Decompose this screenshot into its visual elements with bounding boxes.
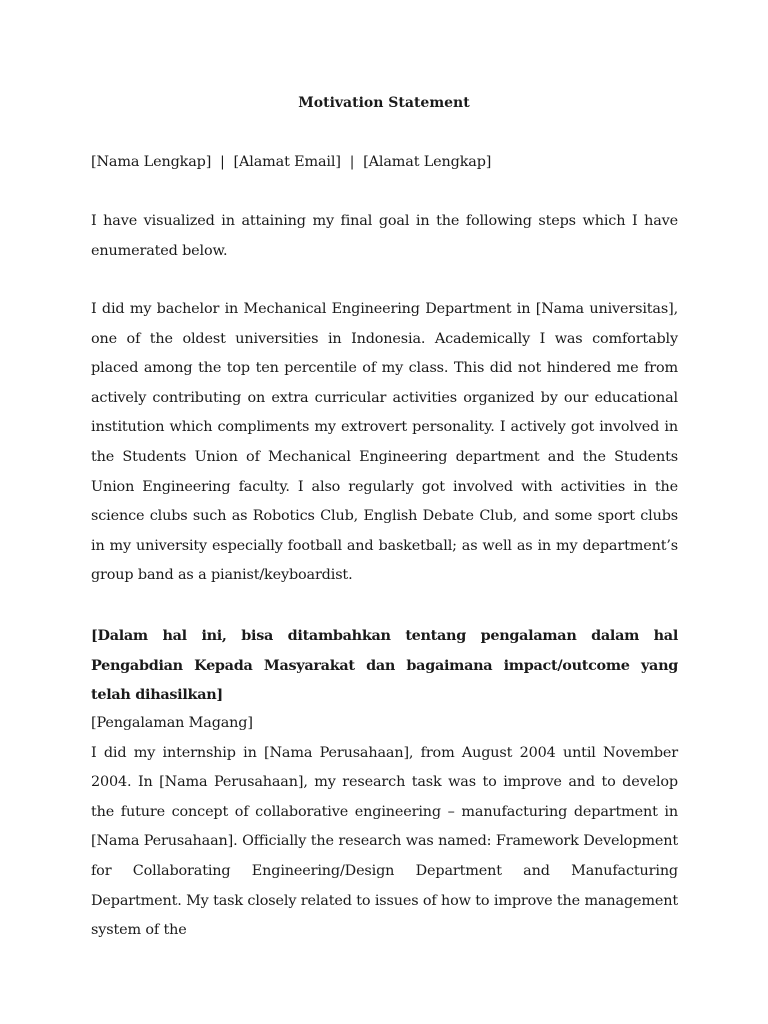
document-title: Motivation Statement <box>298 95 470 111</box>
internship-heading: [Pengalaman Magang] <box>91 715 253 731</box>
contact-line: [Nama Lengkap] | [Alamat Email] | [Alamat Lengkap] <box>91 154 492 170</box>
paragraph-internship: I did my internship in [Nama Perusahaan], from August 2004 until November 2004. In [Nama Perusahaan], my research task was to improve and to develop the future concept of collaborative engineering – manufacturing department in [Nama Perusahaan]. Officially the research was named: Framework Development for Collaborating Engineering/Design Department and Manufacturing Department. My task closely related to issues of how to improve the management system of the <box>91 744 678 939</box>
internship-section <box>91 709 678 946</box>
note-community-service: [Dalam hal ini, bisa ditambahkan tentang pengalaman dalam hal Pengabdian Kepada Masyarakat dan bagaimana impact/outcome yang telah dihasilkan] <box>91 627 678 704</box>
paragraph-education: I did my bachelor in Mechanical Engineering Department in [Nama universitas], one of the oldest universities in Indonesia. Academically I was comfortably placed among the top ten percentile of my class. This did not hindered me from actively contributing on extra curricular activities organized by our educational institution which compliments my extrovert personality. I actively got involved in the Students Union of Mechanical Engineering department and the Students Union Engineering faculty. I also regularly got involved with activities in the science clubs such as Robotics Club, English Debate Club, and some sport clubs in my university especially football and basketball; as well as in my department’s group band as a pianist/keyboardist. <box>91 301 678 584</box>
paragraph-goal: I have visualized in attaining my final goal in the following steps which I have enumerated below. <box>91 213 678 259</box>
